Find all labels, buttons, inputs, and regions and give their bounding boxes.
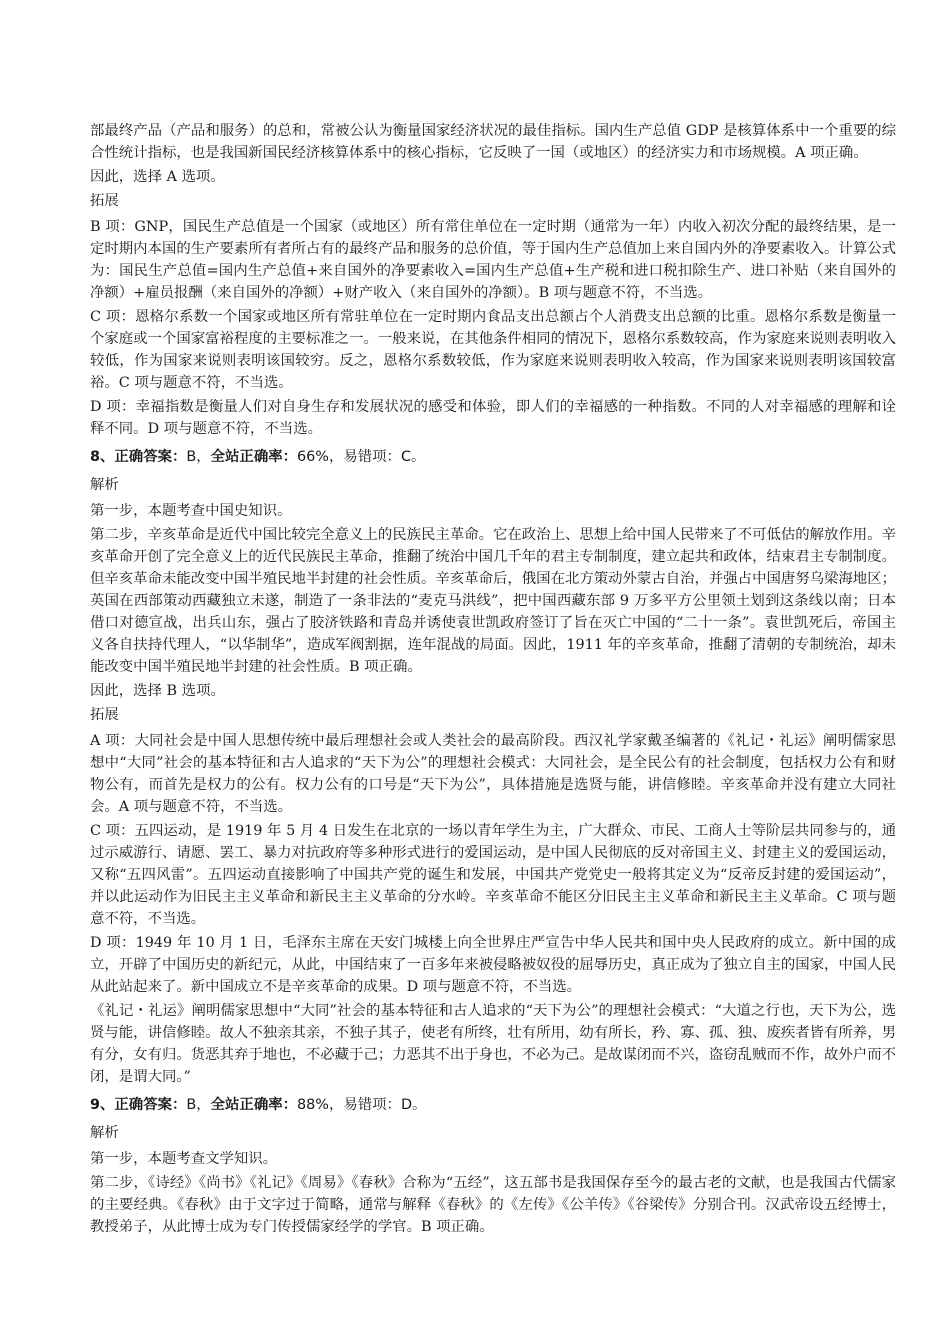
q9-analysis-label: 解析 [90, 1125, 119, 1141]
q9-rate-value: 88%，易错项：D。 [297, 1097, 427, 1113]
q9-step1: 第一步，本题考查文学知识。 [90, 1151, 278, 1167]
q8-option-c-note: C 项：五四运动，是 1919 年 5 月 4 日发生在北京的一场以青年学生为主，广大群众、市民、工商人士等阶层共同参与的，通过示威游行、请愿、罢工、暴力对抗政府等多种形式进行的爱国运动，是中国人民彻底的反对帝国主义、封建主义的爱国运动，又称“五四风雷”。五四运动直接影响了中国共产党的诞生和发展，中国共产党党史一般将其定义为“反帝反封建的爱国运动”，并以此运动作为旧民主主义革命和新民主主义革命的分水岭。辛亥革命不能区分旧民主主义革命和新民主主义革命。C 项与题意不符，不当选。 [90, 823, 896, 927]
q8-option-d-note: D 项：1949 年 10 月 1 日，毛泽东主席在天安门城楼上向全世界庄严宣告中华人民共和国中央人民政府的成立。新中国的成立，开辟了中国历史的新纪元，从此，中国结束了一百多年来被侵略被奴役的屈辱历史，真正成为了独立自主的国家，中国人民从此站起来了。新中国成立不是辛亥革命的成果。D 项与题意不符，不当选。 [90, 935, 896, 995]
q8-analysis-label: 解析 [90, 477, 119, 493]
q8-rate-value: 66%，易错项：C。 [297, 449, 426, 465]
q8-conclusion: 因此，选择 B 选项。 [90, 683, 225, 699]
q9-answer-value: B， [186, 1097, 211, 1113]
q8-answer-value: B， [186, 449, 211, 465]
q7-option-b-note: B 项：GNP，国民生产总值是一个国家（或地区）所有常住单位在一定时期（通常为一年）内收入初次分配的最终结果，是一定时期内本国的生产要素所有者所占有的最终产品和服务的总价值，等于国内生产总值加上来自国内外的净要素收入。计算公式为：国民生产总值=国内生产总值+来自国外的净要素收入=国内生产总值+生产税和进口税扣除生产、进口补贴（来自国外的净额）+雇员报酬（来自国外的净额）+财产收入（来自国外的净额）。B 项与题意不符，不当选。 [90, 219, 896, 301]
q8-answer-line [90, 446, 896, 468]
document-page [90, 120, 896, 1240]
q9-number: 9、 [90, 1097, 115, 1113]
q8-step1: 第一步，本题考查中国史知识。 [90, 503, 292, 519]
q9-answer-label: 正确答案： [114, 1097, 187, 1113]
q7-conclusion: 因此，选择 A 选项。 [90, 169, 225, 185]
q7-explanation-paragraph: 部最终产品（产品和服务）的总和，常被公认为衡量国家经济状况的最佳指标。国内生产总值 GDP 是核算体系中一个重要的综合性统计指标，也是我国新国民经济核算体系中的核心指标，它反映了一国（或地区）的经济实力和市场规模。A 项正确。 [90, 123, 896, 161]
q8-extension-label: 拓展 [90, 707, 119, 723]
q8-answer-label: 正确答案： [114, 449, 187, 465]
q9-rate-label: 全站正确率： [210, 1097, 297, 1113]
q8-number: 8、 [90, 449, 115, 465]
q7-option-c-note: C 项：恩格尔系数一个国家或地区所有常驻单位在一定时期内食品支出总额占个人消费支出总额的比重。恩格尔系数是衡量一个家庭或一个国家富裕程度的主要标准之一。一般来说，在其他条件相同的情况下，恩格尔系数较高，作为家庭来说则表明收入较低，作为国家来说则表明该国较穷。反之，恩格尔系数较低，作为家庭来说则表明收入较高，作为国家来说则表明该国较富裕。C 项与题意不符，不当选。 [90, 309, 896, 391]
q7-extension-label: 拓展 [90, 193, 119, 209]
q8-option-a-note: A 项：大同社会是中国人思想传统中最后理想社会或人类社会的最高阶段。西汉礼学家戴圣编著的《礼记・礼运》阐明儒家思想中“大同”社会的基本特征和古人追求的“天下为公”的理想社会模式：大同社会，是全民公有的社会制度，包括权力公有和财物公有，而首先是权力的公有。权力公有的口号是“天下为公”，具体措施是选贤与能，讲信修睦。辛亥革命并没有建立大同社会。A 项与题意不符，不当选。 [90, 733, 896, 815]
q7-option-d-note: D 项：幸福指数是衡量人们对自身生存和发展状况的感受和体验，即人们的幸福感的一种指数。不同的人对幸福感的理解和诠释不同。D 项与题意不符，不当选。 [90, 399, 896, 437]
q8-step2: 第二步，辛亥革命是近代中国比较完全意义上的民族民主革命。它在政治上、思想上给中国人民带来了不可低估的解放作用。辛亥革命开创了完全意义上的近代民族民主革命，推翻了统治中国几千年的君主专制制度，建立起共和政体，结束君主专制制度。但辛亥革命未能改变中国半殖民地半封建的社会性质。辛亥革命后，俄国在北方策动外蒙古自治，并强占中国唐努乌梁海地区；英国在西部策动西藏独立未遂，制造了一条非法的“麦克马洪线”，把中国西藏东部 9 万多平方公里领土划到这条线以南；日本借口对德宣战，出兵山东，强占了胶济铁路和青岛并诱使袁世凯政府签订了旨在灭亡中国的“二十一条”。袁世凯死后，帝国主义各自扶持代理人，“以华制华”，造成军阀割据，连年混战的局面。因此，1911 年的辛亥革命，推翻了清朝的专制统治，却未能改变中国半殖民地半封建的社会性质。B 项正确。 [90, 527, 896, 675]
q8-rate-label: 全站正确率： [210, 449, 297, 465]
q8-quote: 《礼记・礼运》阐明儒家思想中“大同”社会的基本特征和古人追求的“天下为公”的理想社会模式：“大道之行也，天下为公，选贤与能，讲信修睦。故人不独亲其亲，不独子其子，使老有所终，壮有所用，幼有所长，矜、寡、孤、独、废疾者皆有所养，男有分，女有归。货恶其弃于地也，不必藏于己；力恶其不出于身也，不必为己。是故谋闭而不兴，盗窃乱贼而不作，故外户而不闭，是谓大同。” [90, 1003, 896, 1085]
q9-step2: 第二步，《诗经》《尚书》《礼记》《周易》《春秋》合称为“五经”，这五部书是我国保存至今的最古老的文献，也是我国古代儒家的主要经典。《春秋》由于文字过于简略，通常与解释《春秋》的《左传》《公羊传》《谷梁传》分别合刊。汉武帝设五经博士，教授弟子，从此博士成为专门传授儒家经学的学官。B 项正确。 [90, 1175, 896, 1235]
q9-answer-line [90, 1094, 896, 1116]
